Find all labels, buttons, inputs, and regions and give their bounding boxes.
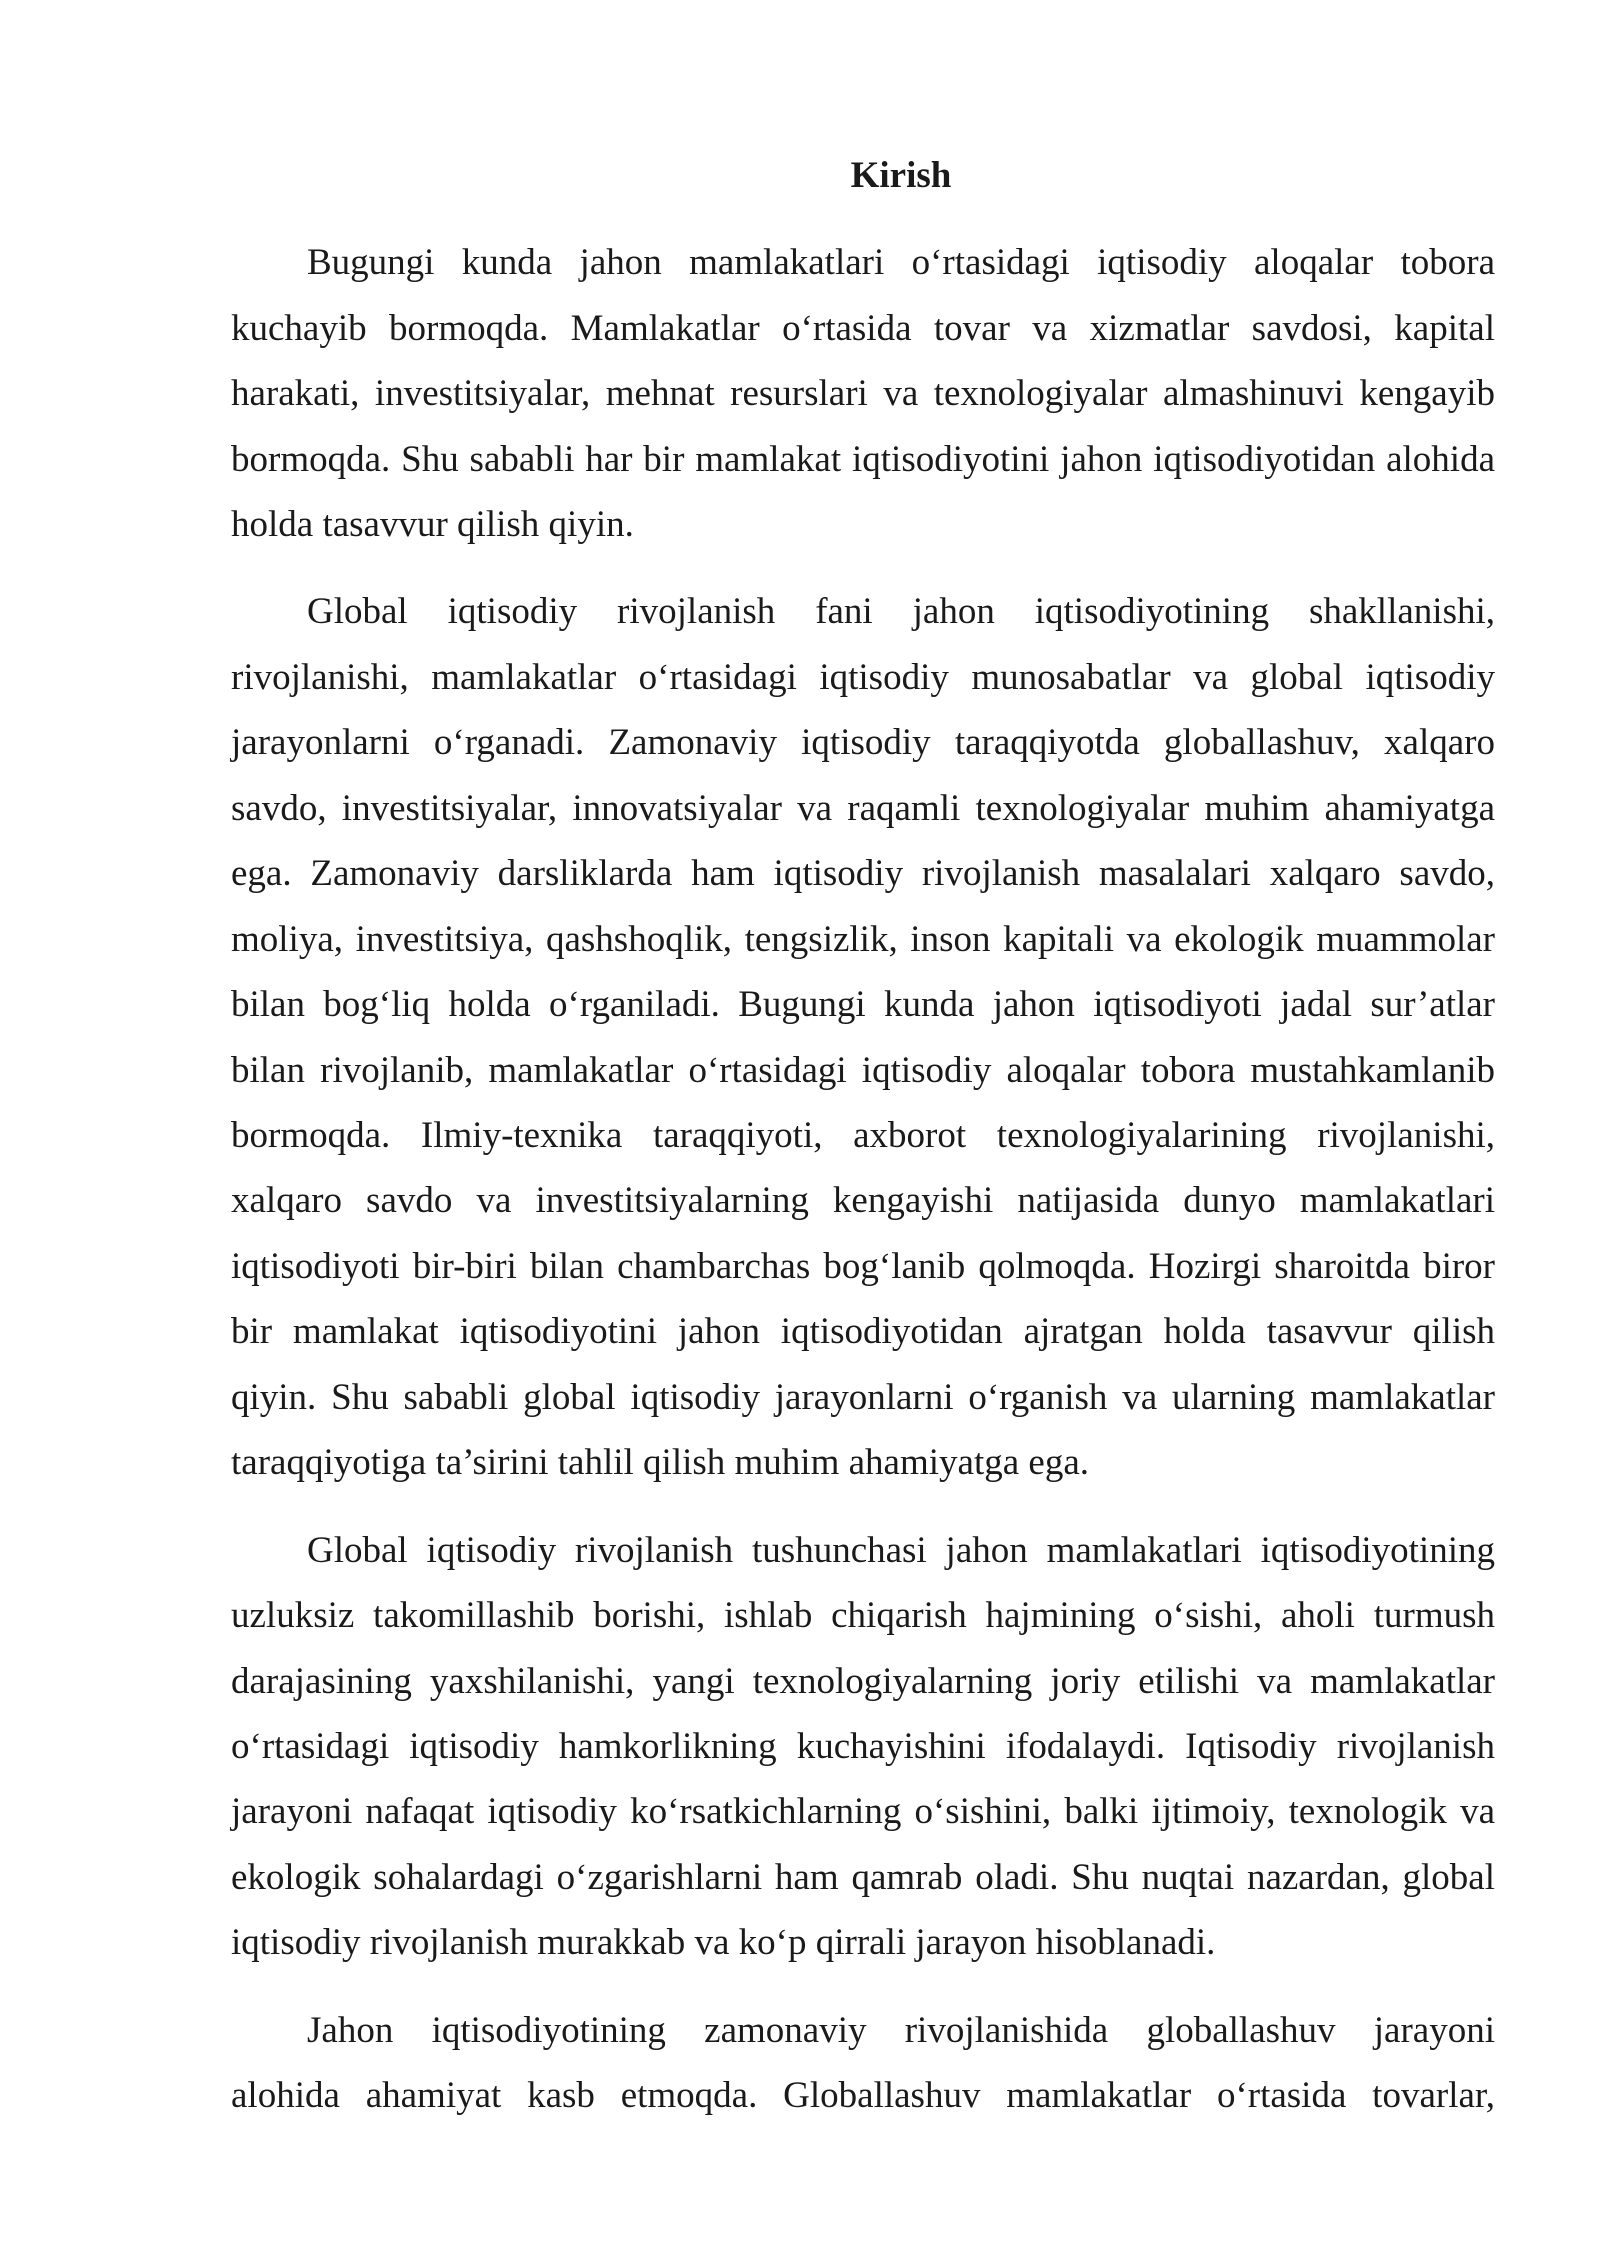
text-line: jarayoni nafaqat iqtisodiy ko‘rsatkichlarning o‘sishini, balki ijtimoiy, texnologik va [231, 1791, 1495, 1833]
text-line: xalqaro savdo va investitsiyalarning kengayishi natijasida dunyo mamlakatlari [231, 1180, 1495, 1222]
text-line: kuchayib bormoqda. Mamlakatlar o‘rtasida tovar va xizmatlar savdosi, kapital [231, 307, 1495, 349]
paragraph-4 [231, 1998, 1495, 2129]
text-line: Global iqtisodiy rivojlanish tushunchasi jahon mamlakatlari iqtisodiyotining [307, 1529, 1495, 1571]
text-line: uzluksiz takomillashib borishi, ishlab chiqarish hajmining o‘sishi, aholi turmush [231, 1595, 1495, 1637]
paragraph-3 [231, 1518, 1495, 1976]
text-line: harakati, investitsiyalar, mehnat resurslari va texnologiyalar almashinuvi kengayib [231, 373, 1495, 415]
text-line: holda tasavvur qilish qiyin. [231, 504, 634, 546]
text-line: bilan rivojlanib, mamlakatlar o‘rtasidagi iqtisodiy aloqalar tobora mustahkamlanib [231, 1049, 1495, 1091]
text-line: ekologik sohalardagi o‘zgarishlarni ham qamrab oladi. Shu nuqtai nazardan, global [231, 1856, 1495, 1898]
paragraph-1 [231, 230, 1495, 557]
text-line: jarayonlarni o‘rganadi. Zamonaviy iqtisodiy taraqqiyotda globallashuv, xalqaro [231, 722, 1495, 764]
paragraph-2 [231, 579, 1495, 1495]
text-line: iqtisodiy rivojlanish murakkab va ko‘p qirrali jarayon hisoblanadi. [231, 1922, 1216, 1964]
text-line: qiyin. Shu sababli global iqtisodiy jarayonlarni o‘rganish va ularning mamlakatlar [231, 1376, 1495, 1418]
text-line: taraqqiyotiga ta’sirini tahlil qilish muhim ahamiyatga ega. [231, 1442, 1089, 1484]
text-line: darajasining yaxshilanishi, yangi texnologiyalarning joriy etilishi va mamlakatlar [231, 1660, 1495, 1702]
document-page [231, 143, 1495, 2150]
text-line: alohida ahamiyat kasb etmoqda. Globallashuv mamlakatlar o‘rtasida tovarlar, [231, 2075, 1495, 2117]
text-line: Global iqtisodiy rivojlanish fani jahon iqtisodiyotining shakllanishi, [307, 591, 1495, 633]
text-line: savdo, investitsiyalar, innovatsiyalar va raqamli texnologiyalar muhim ahamiyatga [231, 787, 1495, 829]
text-line: Jahon iqtisodiyotining zamonaviy rivojlanishida globallashuv jarayoni [307, 2009, 1495, 2051]
text-line: rivojlanishi, mamlakatlar o‘rtasidagi iqtisodiy munosabatlar va global iqtisodiy [231, 656, 1495, 698]
text-line: Bugungi kunda jahon mamlakatlari o‘rtasidagi iqtisodiy aloqalar tobora [307, 242, 1495, 284]
text-line: iqtisodiyoti bir-biri bilan chambarchas bog‘lanib qolmoqda. Hozirgi sharoitda biror [231, 1245, 1495, 1287]
text-line: bir mamlakat iqtisodiyotini jahon iqtisodiyotidan ajratgan holda tasavvur qilish [231, 1311, 1495, 1353]
text-line: ega. Zamonaviy darsliklarda ham iqtisodiy rivojlanish masalalari xalqaro savdo, [231, 853, 1495, 895]
text-line: o‘rtasidagi iqtisodiy hamkorlikning kuchayishini ifodalaydi. Iqtisodiy rivojlanish [231, 1725, 1495, 1767]
text-line: bormoqda. Ilmiy-texnika taraqqiyoti, axborot texnologiyalarining rivojlanishi, [231, 1115, 1495, 1157]
text-line: moliya, investitsiya, qashshoqlik, tengsizlik, inson kapitali va ekologik muammolar [231, 918, 1495, 960]
page-title: Kirish [850, 155, 952, 196]
text-line: bilan bog‘liq holda o‘rganiladi. Bugungi kunda jahon iqtisodiyoti jadal sur’atlar [231, 984, 1495, 1026]
text-line: bormoqda. Shu sababli har bir mamlakat iqtisodiyotini jahon iqtisodiyotidan alohida [231, 438, 1495, 480]
